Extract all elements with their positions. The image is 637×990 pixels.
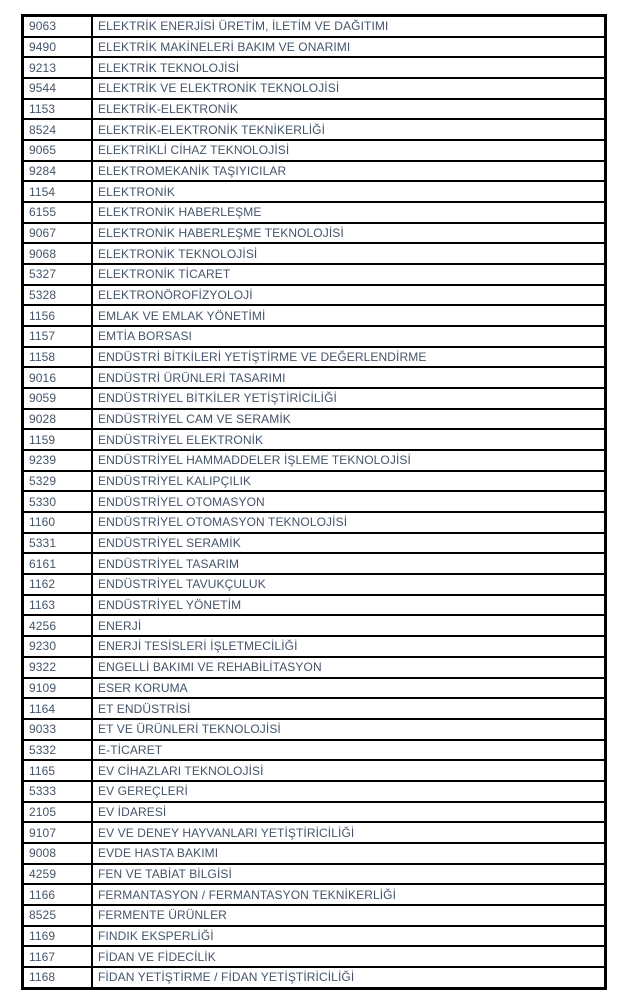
name-cell: E-TİCARET [92,740,606,761]
code-cell: 1163 [23,595,93,616]
code-cell: 9068 [23,243,93,264]
code-cell: 9107 [23,822,93,843]
code-cell: 9033 [23,719,93,740]
code-cell: 1156 [23,305,93,326]
table-row [23,181,606,202]
name-cell: EVDE HASTA BAKIMI [92,843,606,864]
name-cell: FERMENTE ÜRÜNLER [92,905,606,926]
name-cell: EV GEREÇLERİ [92,781,606,802]
table-row [23,884,606,905]
code-cell: 5329 [23,471,93,492]
table-row [23,347,606,368]
table-row [23,450,606,471]
code-cell: 5330 [23,491,93,512]
table-row [23,202,606,223]
table-row [23,553,606,574]
table-row [23,657,606,678]
name-cell: ENDÜSTRİ ÜRÜNLERİ TASARIMI [92,367,606,388]
code-cell: 6155 [23,202,93,223]
name-cell: FİDAN VE FİDECİLİK [92,946,606,967]
name-cell: EMLAK VE EMLAK YÖNETİMİ [92,305,606,326]
table-row [23,946,606,967]
table-row [23,822,606,843]
name-cell: ELEKTRİKLİ CİHAZ TEKNOLOJİSİ [92,140,606,161]
code-cell: 1166 [23,884,93,905]
code-cell: 9544 [23,78,93,99]
table-row [23,698,606,719]
code-cell: 9063 [23,16,93,37]
name-cell: EMTİA BORSASI [92,326,606,347]
table-row [23,864,606,885]
table-row [23,740,606,761]
code-cell: 1162 [23,574,93,595]
table-row [23,491,606,512]
code-cell: 6161 [23,553,93,574]
code-cell: 5328 [23,285,93,306]
code-cell: 4259 [23,864,93,885]
table-row [23,223,606,244]
name-cell: ET ENDÜSTRİSİ [92,698,606,719]
name-cell: ELEKTRONÖROFİZYOLOJİ [92,285,606,306]
code-cell: 1160 [23,512,93,533]
code-cell: 1157 [23,326,93,347]
name-cell: ET VE ÜRÜNLERİ TEKNOLOJİSİ [92,719,606,740]
code-cell: 5327 [23,264,93,285]
table-row [23,409,606,430]
code-cell: 9239 [23,450,93,471]
name-cell: ESER KORUMA [92,678,606,699]
name-cell: EV İDARESİ [92,802,606,823]
table-row [23,367,606,388]
code-cell: 5332 [23,740,93,761]
code-cell: 9028 [23,409,93,430]
code-cell: 1159 [23,429,93,450]
name-cell: ENDÜSTRİYEL OTOMASYON [92,491,606,512]
table-row [23,595,606,616]
name-cell: ELEKTRİK-ELEKTRONİK TEKNİKERLİĞİ [92,119,606,140]
table-row [23,305,606,326]
table-row [23,967,606,988]
table-row [23,781,606,802]
name-cell: ENDÜSTRİ BİTKİLERİ YETİŞTİRME VE DEĞERLENDİRME [92,347,606,368]
name-cell: ENDÜSTRİYEL HAMMADDELER İŞLEME TEKNOLOJİSİ [92,450,606,471]
education-field-table [21,14,607,990]
code-cell: 9008 [23,843,93,864]
table-row [23,78,606,99]
table-row [23,388,606,409]
code-cell: 1164 [23,698,93,719]
code-cell: 9059 [23,388,93,409]
name-cell: FINDIK EKSPERLİĞİ [92,926,606,947]
name-cell: ENDÜSTRİYEL OTOMASYON TEKNOLOJİSİ [92,512,606,533]
table-row [23,533,606,554]
table-row [23,119,606,140]
code-cell: 1168 [23,967,93,988]
code-cell: 4256 [23,615,93,636]
code-cell: 9284 [23,161,93,182]
table-row [23,471,606,492]
name-cell: ENDÜSTRİYEL KALIPÇILIK [92,471,606,492]
name-cell: ELEKTRONİK TEKNOLOJİSİ [92,243,606,264]
code-cell: 5331 [23,533,93,554]
name-cell: ELEKTRONİK HABERLEŞME [92,202,606,223]
name-cell: ELEKTRONİK [92,181,606,202]
table-row [23,926,606,947]
table-row [23,760,606,781]
name-cell: FEN VE TABİAT BİLGİSİ [92,864,606,885]
code-cell: 8524 [23,119,93,140]
code-cell: 9230 [23,636,93,657]
table-row [23,512,606,533]
table-row [23,636,606,657]
name-cell: ELEKTRONİK TİCARET [92,264,606,285]
code-cell: 9213 [23,57,93,78]
code-cell: 5333 [23,781,93,802]
table-row [23,429,606,450]
table-row [23,57,606,78]
table-row [23,264,606,285]
name-cell: ELEKTRONİK HABERLEŞME TEKNOLOJİSİ [92,223,606,244]
table-row [23,140,606,161]
code-cell: 2105 [23,802,93,823]
code-cell: 1153 [23,99,93,120]
name-cell: ELEKTRİK TEKNOLOJİSİ [92,57,606,78]
table-row [23,905,606,926]
table-row [23,99,606,120]
code-cell: 1165 [23,760,93,781]
name-cell: ENDÜSTRİYEL BİTKİLER YETİŞTİRİCİLİĞİ [92,388,606,409]
code-cell: 9490 [23,37,93,58]
name-cell: ENDÜSTRİYEL CAM VE SERAMİK [92,409,606,430]
code-cell: 1154 [23,181,93,202]
code-cell: 9065 [23,140,93,161]
name-cell: ELEKTRİK VE ELEKTRONİK TEKNOLOJİSİ [92,78,606,99]
name-cell: ENDÜSTRİYEL ELEKTRONİK [92,429,606,450]
name-cell: ENERJİ [92,615,606,636]
table-row [23,678,606,699]
table-row [23,615,606,636]
table-row [23,161,606,182]
code-table-body [23,16,606,989]
name-cell: ELEKTRİK ENERJİSİ ÜRETİM, İLETİM VE DAĞITIMI [92,16,606,37]
name-cell: ENDÜSTRİYEL TASARIM [92,553,606,574]
name-cell: EV VE DENEY HAYVANLARI YETİŞTİRİCİLİĞİ [92,822,606,843]
code-cell: 9016 [23,367,93,388]
table-row [23,285,606,306]
name-cell: ENDÜSTRİYEL TAVUKÇULUK [92,574,606,595]
code-cell: 9067 [23,223,93,244]
table-row [23,802,606,823]
name-cell: ENDÜSTRİYEL YÖNETİM [92,595,606,616]
name-cell: FERMANTASYON / FERMANTASYON TEKNİKERLİĞİ [92,884,606,905]
name-cell: ENERJİ TESİSLERİ İŞLETMECİLİĞİ [92,636,606,657]
code-cell: 9322 [23,657,93,678]
name-cell: EV CİHAZLARI TEKNOLOJİSİ [92,760,606,781]
code-cell: 9109 [23,678,93,699]
table-row [23,16,606,37]
table-row [23,574,606,595]
table-row [23,326,606,347]
name-cell: ELEKTROMEKANİK TAŞIYICILAR [92,161,606,182]
name-cell: ENGELLİ BAKIMI VE REHABİLİTASYON [92,657,606,678]
name-cell: ENDÜSTRİYEL SERAMİK [92,533,606,554]
name-cell: ELEKTRİK-ELEKTRONİK [92,99,606,120]
table-row [23,243,606,264]
code-cell: 1158 [23,347,93,368]
table-row [23,37,606,58]
code-cell: 1167 [23,946,93,967]
table-row [23,843,606,864]
name-cell: ELEKTRİK MAKİNELERİ BAKIM VE ONARIMI [92,37,606,58]
code-cell: 1169 [23,926,93,947]
name-cell: FİDAN YETİŞTİRME / FİDAN YETİŞTİRİCİLİĞİ [92,967,606,988]
table-row [23,719,606,740]
code-cell: 8525 [23,905,93,926]
